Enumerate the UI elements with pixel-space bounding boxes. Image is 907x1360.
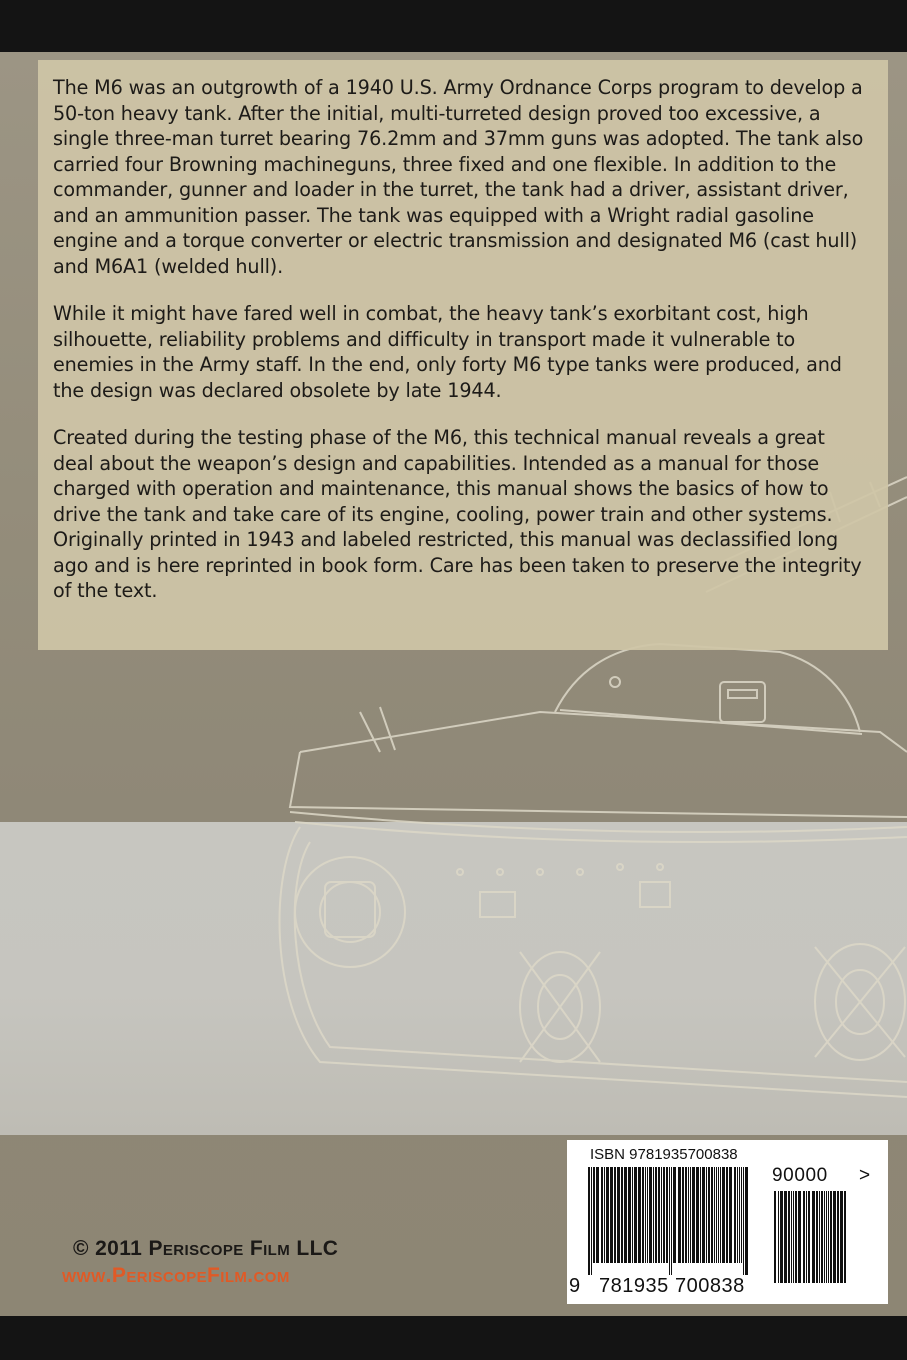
barcode-digits-left: 781935 <box>599 1275 669 1297</box>
barcode-bar <box>601 1167 603 1263</box>
barcode-bar <box>661 1167 662 1263</box>
barcode-bar <box>737 1167 738 1263</box>
barcode-bar <box>685 1167 687 1263</box>
barcode-bar <box>734 1167 736 1263</box>
barcode-bar <box>793 1191 794 1283</box>
copyright-notice: © 2011 Periscope Film LLC <box>73 1237 339 1260</box>
barcode-bar <box>798 1191 801 1283</box>
barcode-bar <box>638 1167 641 1263</box>
barcode-bar <box>700 1167 701 1263</box>
barcode-bar <box>596 1167 599 1263</box>
barcode-bar <box>604 1167 605 1263</box>
barcode-bar <box>591 1167 592 1275</box>
barcode-bar <box>741 1167 742 1263</box>
description-paragraph-1: The M6 was an outgrowth of a 1940 U.S. Army Ordnance Corps program to develop a 50-ton heavy tank. After the initial, multi-turreted design proved too excessive, a single three-man turret bearing 76.2mm and 37mm guns was adopted. The tank also carried four Browning machineguns, three fixed and one flexible. In addition to the commander, gunner and loader in the turret, the tank had a driver, assistant driver, and an ammunition passer. The tank was equipped with a Wright radial gasoline engine and a torque converter or electric transmission and designated M6 (cast hull) and M6A1 (welded hull). <box>53 76 864 278</box>
price-arrow: > <box>859 1165 871 1186</box>
barcode-bar <box>726 1167 728 1263</box>
barcode-bar <box>632 1167 633 1263</box>
barcode-bar <box>833 1191 836 1283</box>
barcode-bar <box>739 1167 740 1263</box>
description-paragraph-3: Created during the testing phase of the M6, this technical manual reveals a great deal about the weapon’s design and capabilities. Intended as a manual for those charged with operation and maintenance, this manual shows the basics of how to drive the tank and take care of its engine, cooling, power train and other systems. Originally printed in 1943 and labeled restricted, this manual was declassified long ago and is here reprinted in book form. Care has been taken to preserve the integrity of the text. <box>53 426 862 602</box>
back-cover <box>0 52 907 1316</box>
isbn-label: ISBN 9781935700838 <box>590 1146 738 1163</box>
barcode-bar <box>647 1167 648 1263</box>
barcode-bar <box>688 1167 689 1263</box>
barcode-bar <box>803 1191 805 1283</box>
barcode-bar <box>774 1191 776 1283</box>
barcode-bar <box>826 1191 827 1283</box>
barcode-bar <box>642 1167 644 1263</box>
barcode-bar <box>830 1191 832 1283</box>
barcode-bar <box>653 1167 654 1263</box>
barcode-bar <box>696 1167 699 1263</box>
description-panel <box>38 60 888 650</box>
barcode-bar <box>824 1191 825 1283</box>
barcode-bar <box>743 1167 744 1275</box>
barcode-bar <box>678 1167 681 1263</box>
barcode-box <box>567 1140 888 1304</box>
barcode-bar <box>778 1191 779 1283</box>
barcode-bar <box>711 1167 713 1263</box>
barcode-bar <box>673 1167 676 1263</box>
barcode-bar <box>628 1167 631 1263</box>
barcode-bar <box>812 1191 815 1283</box>
barcode-bar <box>593 1167 595 1263</box>
description-paragraph-2: While it might have fared well in combat, the heavy tank’s exorbitant cost, high silhouette, reliability problems and difficulty in transport made it vulnerable to enemies in the Army staff. In the end, only forty M6 type tanks were produced, and the design was declared obsolete by late 1944. <box>53 302 842 402</box>
barcode-bar <box>795 1191 797 1283</box>
publisher-website: www.PeriscopeFilm.com <box>62 1264 290 1287</box>
barcode-bar <box>690 1167 691 1263</box>
barcode-bar <box>788 1191 790 1283</box>
barcode-bar <box>649 1167 652 1263</box>
barcode-bar <box>745 1167 748 1275</box>
barcode-bar <box>645 1167 646 1263</box>
barcode-bar <box>682 1167 684 1263</box>
barcode-bar <box>621 1167 623 1263</box>
barcode-bar <box>708 1167 710 1263</box>
barcode-bar <box>706 1167 707 1263</box>
barcode-bar <box>816 1191 818 1283</box>
barcode-bar <box>666 1167 668 1263</box>
barcode-bar <box>658 1167 660 1263</box>
barcode-bar <box>784 1191 787 1283</box>
barcode-bar <box>634 1167 637 1263</box>
barcode-bar <box>716 1167 717 1263</box>
price-addon-barcode <box>774 1191 870 1296</box>
barcode-bar <box>837 1191 839 1283</box>
barcode-bar <box>720 1167 721 1263</box>
barcode-bar <box>806 1191 807 1283</box>
barcode-bar <box>655 1167 657 1263</box>
barcode-bar <box>588 1167 590 1275</box>
barcode-bar <box>702 1167 705 1263</box>
barcode-bar <box>821 1191 823 1283</box>
ean13-barcode <box>588 1167 768 1277</box>
barcode-bar <box>791 1191 792 1283</box>
barcode-bar <box>844 1191 846 1283</box>
price-code: 90000 <box>772 1165 828 1186</box>
barcode-bar <box>729 1167 732 1263</box>
barcode-bar <box>606 1167 609 1263</box>
barcode-bar <box>718 1167 719 1263</box>
barcode-bar <box>671 1167 672 1275</box>
barcode-bar <box>780 1191 783 1283</box>
barcode-bar <box>614 1167 616 1263</box>
barcode-bar <box>808 1191 810 1283</box>
barcode-bar <box>819 1191 820 1283</box>
barcode-bar <box>722 1167 725 1263</box>
barcode-bar <box>692 1167 695 1263</box>
barcode-bar <box>663 1167 665 1263</box>
barcode-bar <box>610 1167 613 1263</box>
barcode-bar <box>617 1167 620 1263</box>
barcode-digits-right: 700838 <box>675 1275 745 1297</box>
barcode-bar <box>669 1167 670 1275</box>
barcode-bar <box>624 1167 627 1263</box>
barcode-bar <box>840 1191 843 1283</box>
barcode-bar <box>714 1167 715 1263</box>
barcode-digit-lead: 9 <box>569 1275 581 1297</box>
barcode-bar <box>828 1191 829 1283</box>
